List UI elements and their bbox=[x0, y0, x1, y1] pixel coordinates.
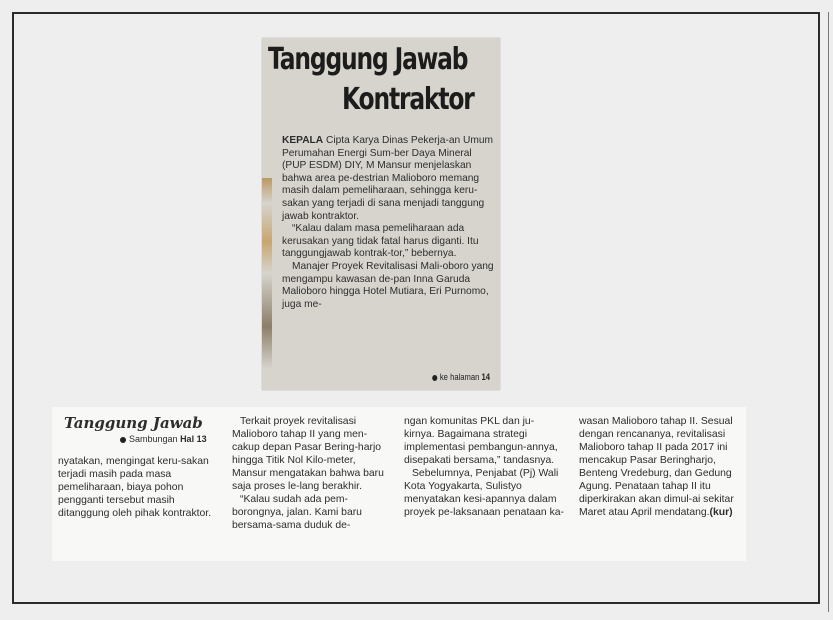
continuation-source: Sambungan Hal 13 bbox=[58, 433, 223, 446]
column-1 bbox=[58, 414, 223, 520]
paragraph: wasan Malioboro tahap II. Sesual dengan rencananya, revitalisasi Malioboro tahap II pada 2017 ini mencakup Pasar Beringharjo, Benteng Vredeburg, dan Gedung Agung. Penataan tahap II itu diperkirakan akan dimul-ai sekitar Maret atau April mendatang.(kur) bbox=[579, 416, 734, 518]
article-clipping-main bbox=[262, 38, 500, 390]
bullet-icon bbox=[432, 375, 437, 381]
paragraph: Sebelumnya, Penjabat (Pj) Wali Kota Yogyakarta, Sulistyo menyatakan kesi-apannya dalam proyek pe-laksanaan penataan ka- bbox=[404, 468, 565, 518]
bullet-icon bbox=[120, 437, 126, 443]
paragraph: nyatakan, mengingat keru-sakan terjadi masih pada masa pemeliharaan, biaya pohon pengganti tersebut masih ditanggung oleh pihak kontraktor. bbox=[58, 456, 212, 519]
paragraph: Manajer Proyek Revitalisasi Mali-oboro yang mengampu kawasan de-pan Inna Garuda Malioboro hingga Hotel Mutiara, Eri Purnomo, juga me- bbox=[282, 260, 494, 310]
column-3 bbox=[404, 415, 564, 519]
headline-line-1: Tanggung Jawab bbox=[268, 42, 468, 77]
article-clipping-continuation bbox=[52, 407, 746, 561]
paragraph: KEPALA Cipta Karya Dinas Pekerja-an Umum Perumahan Energi Sum-ber Daya Mineral (PUP ESDM) DIY, M Mansur menjelaskan bahwa area pe-destrian Malioboro memang masih dalam pemeliharaan, sehingga keru-sakan yang terjadi di sana menjadi tanggung jawab kontraktor. bbox=[282, 135, 493, 222]
column-4 bbox=[579, 415, 741, 519]
paragraph: “Kalau sudah ada pem-borongnya, jalan. Kami baru bersama-sama duduk de- bbox=[232, 494, 362, 531]
author-signature: (kur) bbox=[709, 507, 733, 518]
paragraph: ngan komunitas PKL dan ju-kirnya. Bagaimana strategi implementasi pembangun-annya, disepakati bersama,” tandasnya. bbox=[404, 416, 558, 466]
article-body bbox=[282, 135, 496, 311]
column-2 bbox=[232, 415, 390, 532]
paragraph: Terkait proyek revitalisasi Malioboro tahap II yang men-cakup depan Pasar Bering-harjo hingga Titik Nol Kilo-meter, Mansur mengatakan bahwa baru saja proses le-lang berakhir. bbox=[232, 416, 384, 492]
paragraph-lead: KEPALA bbox=[282, 135, 324, 146]
continuation-header: Tanggung Jawab bbox=[64, 414, 203, 432]
photo-edge-strip bbox=[262, 178, 272, 390]
page-border-edge bbox=[828, 12, 829, 612]
continued-marker: ke halaman 14 bbox=[432, 372, 490, 382]
paragraph: “Kalau dalam masa pemeliharaan ada kerusakan yang tidak fatal harus diganti. Itu tanggungjawab kontrak-tor,” bebernya. bbox=[282, 223, 479, 260]
headline-line-2: Kontraktor bbox=[342, 82, 474, 117]
